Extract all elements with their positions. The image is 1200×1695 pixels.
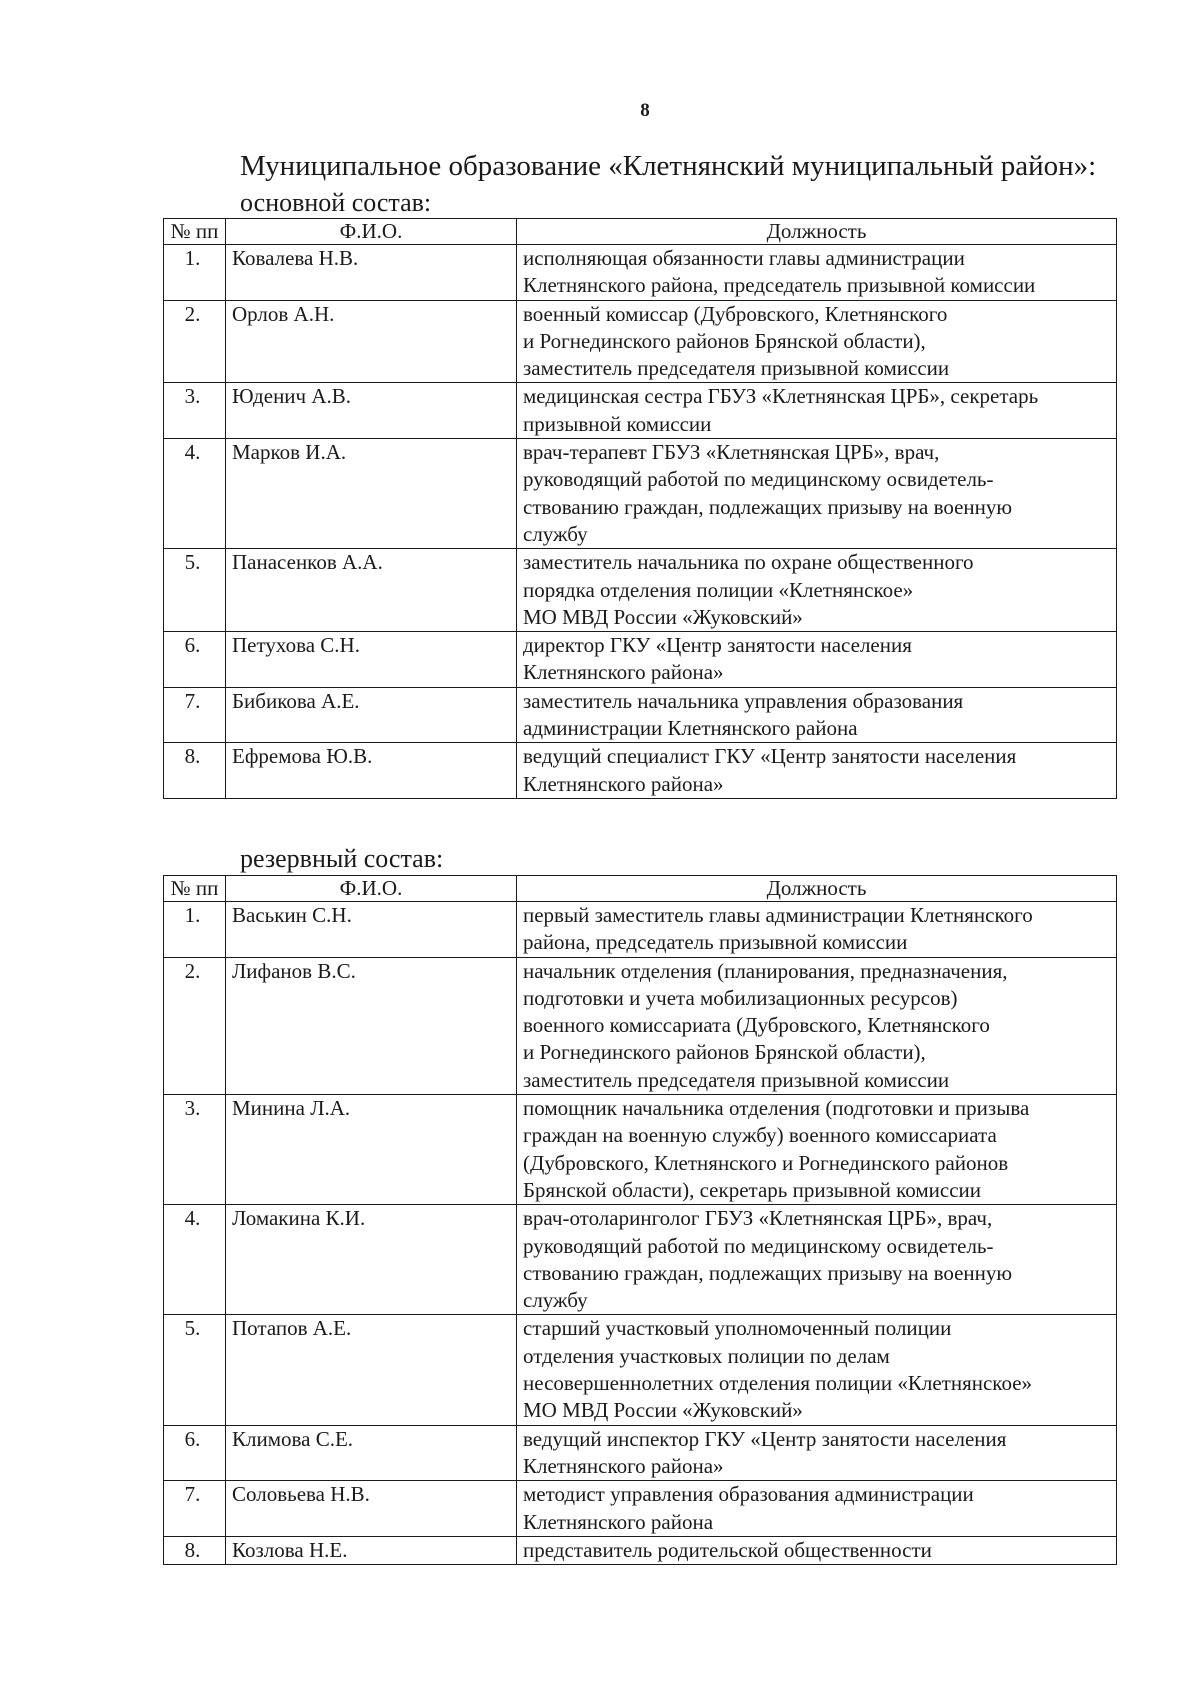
member-position	[517, 957, 1117, 1094]
member-position	[517, 1205, 1117, 1315]
member-name: Ломакина К.И.	[226, 1205, 517, 1315]
row-number: 2.	[164, 957, 226, 1094]
row-number: 8.	[164, 1536, 226, 1564]
position-line: Клетнянского района»	[523, 771, 724, 796]
column-header-number: № пп	[164, 876, 226, 902]
member-name: Панасенков А.А.	[226, 549, 517, 632]
position-line: и Рогнединского районов Брянской области),	[523, 328, 926, 353]
member-position	[517, 1095, 1117, 1205]
row-number: 1.	[164, 902, 226, 958]
row-number: 3.	[164, 1095, 226, 1205]
position-line: представитель родительской общественности	[523, 1537, 932, 1562]
table-row	[164, 632, 1117, 688]
position-line: руководящий работой по медицинскому освидетель-	[523, 1233, 994, 1258]
position-line: врач-отоларинголог ГБУЗ «Клетнянская ЦРБ», врач,	[523, 1206, 993, 1231]
position-line: медицинская сестра ГБУЗ «Клетнянская ЦРБ», секретарь	[523, 384, 1039, 409]
position-line: помощник начальника отделения (подготовки и призыва	[523, 1096, 1030, 1121]
position-line: Брянской области), секретарь призывной комиссии	[523, 1177, 982, 1202]
table-row	[164, 549, 1117, 632]
member-position	[517, 743, 1117, 799]
member-position	[517, 632, 1117, 688]
position-line: ствованию граждан, подлежащих призыву на военную	[523, 494, 1013, 519]
position-line: Клетнянского района	[523, 1509, 714, 1534]
member-position	[517, 245, 1117, 301]
position-line: руководящий работой по медицинскому освидетель-	[523, 467, 994, 492]
position-line: МО МВД России «Жуковский»	[523, 1398, 803, 1423]
member-position	[517, 1315, 1117, 1425]
member-position	[517, 1425, 1117, 1481]
document-heading: Муниципальное образование «Клетнянский муниципальный район»:	[240, 150, 1097, 182]
position-line: подготовки и учета мобилизационных ресурсов)	[523, 985, 958, 1010]
position-line: старший участковый уполномоченный полиции	[523, 1316, 952, 1341]
member-position	[517, 902, 1117, 958]
position-line: ведущий специалист ГКУ «Центр занятости населения	[523, 744, 1017, 769]
member-name: Юденич А.В.	[226, 383, 517, 439]
reserve-composition-rows	[164, 902, 1117, 1565]
row-number: 4.	[164, 439, 226, 549]
position-line: ведущий инспектор ГКУ «Центр занятости населения	[523, 1426, 1007, 1451]
table-row	[164, 902, 1117, 958]
row-number: 6.	[164, 1425, 226, 1481]
table-row	[164, 1425, 1117, 1481]
member-position	[517, 383, 1117, 439]
position-line: начальник отделения (планирования, предназначения,	[523, 958, 1008, 983]
table-row	[164, 439, 1117, 549]
member-position	[517, 439, 1117, 549]
position-line: отделения участковых полиции по делам	[523, 1343, 890, 1368]
position-line: заместитель председателя призывной комиссии	[523, 1067, 950, 1092]
table-row	[164, 957, 1117, 1094]
column-header-name: Ф.И.О.	[226, 876, 517, 902]
position-line: заместитель председателя призывной комиссии	[523, 356, 950, 381]
row-number: 4.	[164, 1205, 226, 1315]
position-line: Клетнянского района, председатель призывной комиссии	[523, 273, 1036, 298]
row-number: 3.	[164, 383, 226, 439]
member-name: Петухова С.Н.	[226, 632, 517, 688]
table-row	[164, 1205, 1117, 1315]
position-line: заместитель начальника управления образования	[523, 688, 964, 713]
table-row	[164, 383, 1117, 439]
table-header-row	[164, 219, 1117, 245]
position-line: военный комиссар (Дубровского, Клетнянского	[523, 301, 948, 326]
column-header-name: Ф.И.О.	[226, 219, 517, 245]
position-line: службу	[523, 1288, 588, 1313]
member-position	[517, 1481, 1117, 1537]
row-number: 2.	[164, 300, 226, 383]
row-number: 8.	[164, 743, 226, 799]
column-header-number: № пп	[164, 219, 226, 245]
position-line: первый заместитель главы администрации Клетнянского	[523, 903, 1033, 927]
member-position	[517, 300, 1117, 383]
member-name: Потапов А.Е.	[226, 1315, 517, 1425]
position-line: района, председатель призывной комиссии	[523, 930, 908, 955]
position-line: исполняющая обязанности главы администрации	[523, 246, 965, 270]
member-position	[517, 687, 1117, 743]
page-number: 8	[640, 100, 650, 121]
row-number: 1.	[164, 245, 226, 301]
position-line: заместитель начальника по охране общественного	[523, 550, 974, 575]
member-name: Лифанов В.С.	[226, 957, 517, 1094]
table-row	[164, 687, 1117, 743]
member-name: Минина Л.А.	[226, 1095, 517, 1205]
row-number: 6.	[164, 632, 226, 688]
position-line: Клетнянского района»	[523, 1453, 724, 1478]
member-name: Марков И.А.	[226, 439, 517, 549]
table-row	[164, 300, 1117, 383]
position-line: (Дубровского, Клетнянского и Рогнединского районов	[523, 1150, 1009, 1175]
table-row	[164, 743, 1117, 799]
table-header-row	[164, 876, 1117, 902]
member-name: Ковалева Н.В.	[226, 245, 517, 301]
position-line: граждан на военную службу) военного комиссариата	[523, 1123, 997, 1148]
position-line: администрации Клетнянского района	[523, 716, 858, 741]
position-line: военного комиссариата (Дубровского, Клетнянского	[523, 1013, 990, 1038]
member-name: Климова С.Е.	[226, 1425, 517, 1481]
member-position	[517, 549, 1117, 632]
column-header-position: Должность	[517, 876, 1117, 902]
position-line: ствованию граждан, подлежащих призыву на военную	[523, 1260, 1013, 1285]
row-number: 5.	[164, 1315, 226, 1425]
main-composition-rows	[164, 245, 1117, 799]
reserve-composition-table	[163, 875, 1117, 1565]
row-number: 7.	[164, 1481, 226, 1537]
member-name: Орлов А.Н.	[226, 300, 517, 383]
member-position	[517, 1536, 1117, 1564]
position-line: несовершеннолетних отделения полиции «Клетнянское»	[523, 1371, 1033, 1396]
column-header-position: Должность	[517, 219, 1117, 245]
row-number: 5.	[164, 549, 226, 632]
position-line: врач-терапевт ГБУЗ «Клетнянская ЦРБ», врач,	[523, 440, 940, 465]
position-line: призывной комиссии	[523, 411, 712, 436]
row-number: 7.	[164, 687, 226, 743]
table-row	[164, 245, 1117, 301]
position-line: директор ГКУ «Центр занятости населения	[523, 633, 912, 658]
member-name: Васькин С.Н.	[226, 902, 517, 958]
position-line: службу	[523, 521, 588, 546]
position-line: порядка отделения полиции «Клетнянское»	[523, 577, 914, 602]
member-name: Ефремова Ю.В.	[226, 743, 517, 799]
position-line: методист управления образования администрации	[523, 1482, 974, 1507]
table-row	[164, 1095, 1117, 1205]
position-line: Клетнянского района»	[523, 660, 724, 685]
position-line: и Рогнединского районов Брянской области),	[523, 1040, 926, 1065]
reserve-composition-label: резервный состав:	[240, 844, 444, 873]
member-name: Соловьева Н.В.	[226, 1481, 517, 1537]
table-row	[164, 1536, 1117, 1564]
table-row	[164, 1481, 1117, 1537]
member-name: Козлова Н.Е.	[226, 1536, 517, 1564]
table-row	[164, 1315, 1117, 1425]
main-composition-label: основной состав:	[240, 188, 432, 217]
member-name: Бибикова А.Е.	[226, 687, 517, 743]
main-composition-table	[163, 218, 1117, 799]
position-line: МО МВД России «Жуковский»	[523, 604, 803, 629]
